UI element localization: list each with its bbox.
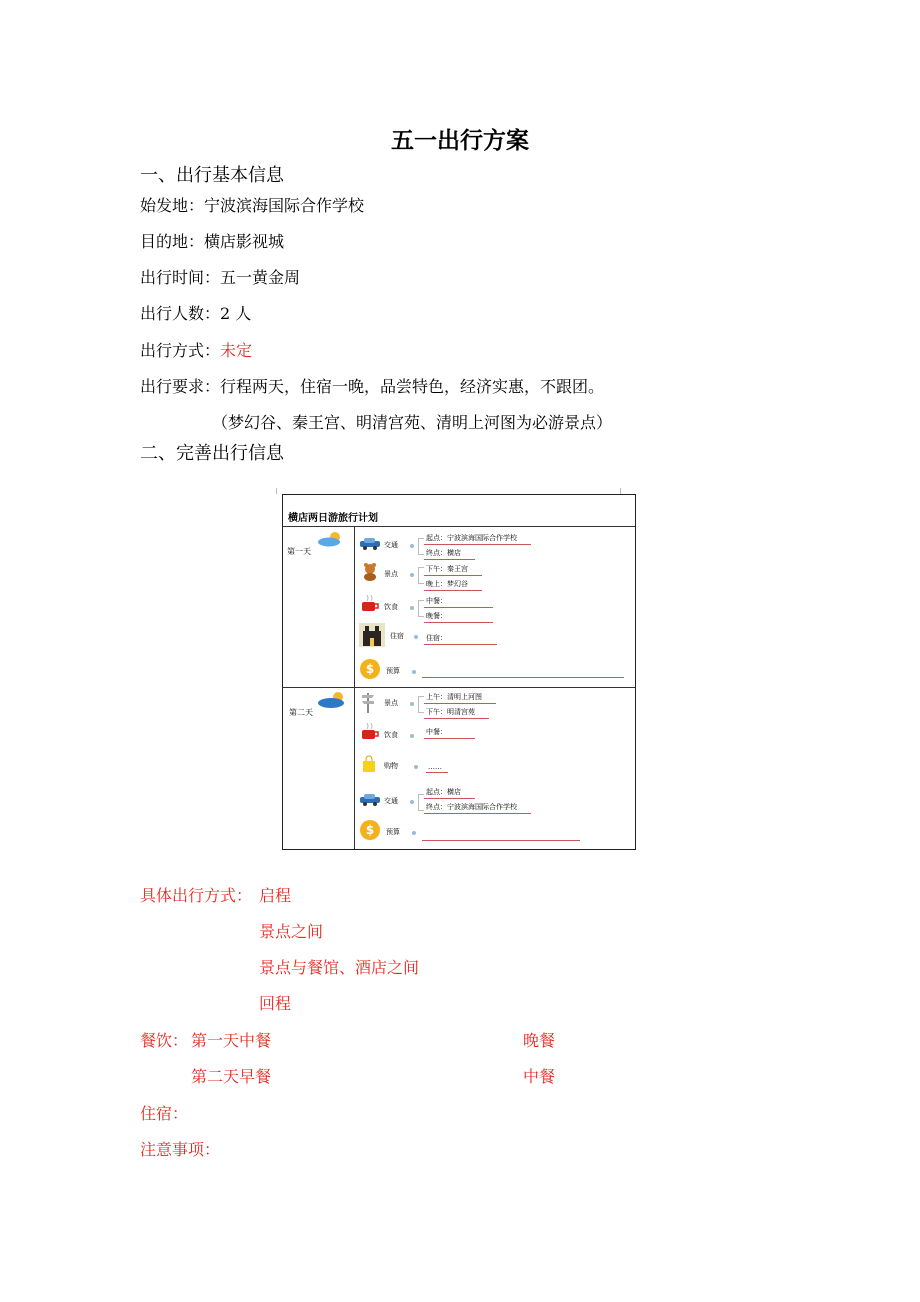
node-dot bbox=[410, 702, 414, 706]
mode-value: 未定 bbox=[220, 341, 253, 360]
node-dot bbox=[412, 831, 416, 835]
day2-transport-from: 起点：横店 bbox=[424, 787, 475, 799]
car-icon bbox=[359, 537, 381, 550]
cloud-sun-icon bbox=[317, 691, 347, 709]
node-dot bbox=[414, 635, 418, 639]
day2-lunch: 中餐： bbox=[424, 727, 475, 739]
detail-item-depart: 启程 bbox=[259, 886, 292, 905]
must-see-note: （梦幻谷、秦王宫、明清宫苑、清明上河图为必游景点） bbox=[212, 413, 613, 432]
people-line bbox=[140, 301, 251, 324]
node-dot bbox=[410, 573, 414, 577]
day1-stay: 住宿 bbox=[390, 632, 404, 640]
coffee-cup-icon bbox=[360, 721, 380, 741]
crop-mark bbox=[276, 488, 277, 494]
travel-plan-mindmap bbox=[282, 494, 636, 850]
day2-label: 第二天 bbox=[289, 708, 313, 717]
mode-label: 出行方式： bbox=[140, 341, 221, 360]
day1-label: 第一天 bbox=[287, 547, 311, 556]
day1-lunch: 中餐： bbox=[424, 596, 493, 608]
column-divider bbox=[354, 526, 355, 849]
day2-shopping-item: …… bbox=[426, 763, 448, 773]
notes-label: 注意事项： bbox=[140, 1140, 221, 1159]
node-dot bbox=[410, 544, 414, 548]
destination-label: 目的地： bbox=[140, 232, 205, 251]
coin-icon: $ bbox=[360, 820, 380, 840]
day2-budget: 预算 bbox=[386, 828, 400, 836]
time-line bbox=[140, 265, 300, 288]
coin-icon: $ bbox=[360, 659, 380, 679]
coffee-cup-icon bbox=[360, 593, 380, 613]
day2-food: 饮食 bbox=[384, 731, 398, 739]
day2-transport-to: 终点：宁波滨海国际合作学校 bbox=[424, 802, 531, 814]
detail-mode-label: 具体出行方式： bbox=[140, 886, 253, 905]
day1-transport-to: 终点：横店 bbox=[424, 548, 475, 560]
people-label: 出行人数： bbox=[140, 304, 221, 323]
day1-dinner-label: 晚餐 bbox=[523, 1031, 556, 1050]
detail-item-return: 回程 bbox=[259, 994, 292, 1013]
day1-sight-evening: 晚上：梦幻谷 bbox=[424, 579, 482, 591]
cloud-sun-icon bbox=[316, 531, 346, 547]
requirement-label: 出行要求： bbox=[140, 377, 221, 396]
day1-sights: 景点 bbox=[384, 570, 398, 578]
section-complete-info: 二、完善出行信息 bbox=[140, 443, 284, 464]
plan-title: 横店两日游旅行计划 bbox=[288, 513, 378, 524]
time-label: 出行时间： bbox=[140, 268, 221, 287]
day1-transport-from: 起点：宁波滨海国际合作学校 bbox=[424, 533, 531, 545]
destination-value: 横店影视城 bbox=[204, 232, 285, 251]
node-dot bbox=[412, 670, 416, 674]
node-dot bbox=[414, 765, 418, 769]
page-title: 五一出行方案 bbox=[391, 127, 529, 154]
shopping-bag-icon bbox=[362, 755, 376, 773]
castle-icon bbox=[359, 623, 385, 647]
origin-label: 始发地： bbox=[140, 196, 205, 215]
day2-breakfast-label: 第二天早餐 bbox=[191, 1067, 272, 1086]
day1-stay-item: 住宿： bbox=[424, 633, 497, 645]
section-basic-info: 一、出行基本信息 bbox=[140, 165, 284, 186]
day1-food: 饮食 bbox=[384, 603, 398, 611]
day1-lunch-label: 第一天中餐 bbox=[191, 1031, 272, 1050]
detail-item-sights-to-restaurant-hotel: 景点与餐馆、酒店之间 bbox=[259, 958, 420, 977]
day1-transport: 交通 bbox=[384, 541, 398, 549]
destination-line bbox=[140, 229, 284, 252]
time-value: 五一黄金周 bbox=[220, 268, 301, 287]
node-dot bbox=[410, 606, 414, 610]
day1-sight-afternoon: 下午：秦王宫 bbox=[424, 564, 482, 576]
day2-lunch-label: 中餐 bbox=[523, 1067, 556, 1086]
divider bbox=[283, 687, 635, 688]
meal-label: 餐饮： bbox=[140, 1031, 189, 1050]
day2-transport: 交通 bbox=[384, 797, 398, 805]
detail-item-between-sights: 景点之间 bbox=[259, 922, 324, 941]
mode-line bbox=[140, 338, 252, 361]
origin-value: 宁波滨海国际合作学校 bbox=[204, 196, 365, 215]
day2-shopping: 购物 bbox=[384, 762, 398, 770]
people-value: 2 人 bbox=[220, 304, 252, 323]
divider bbox=[283, 526, 635, 527]
node-dot bbox=[410, 800, 414, 804]
bear-icon bbox=[362, 563, 378, 581]
day2-sight-morning: 上午：清明上河图 bbox=[424, 692, 496, 704]
signpost-icon bbox=[360, 691, 376, 713]
lodging-label: 住宿： bbox=[140, 1104, 189, 1123]
day2-sights: 景点 bbox=[384, 699, 398, 707]
day1-dinner: 晚餐： bbox=[424, 611, 493, 623]
node-dot bbox=[410, 734, 414, 738]
day2-budget-line bbox=[422, 840, 580, 841]
day1-budget: 预算 bbox=[386, 667, 400, 675]
day2-sight-afternoon: 下午：明清宫苑 bbox=[424, 707, 489, 719]
origin-line bbox=[140, 193, 364, 216]
day1-budget-line bbox=[422, 677, 624, 678]
car-icon bbox=[359, 793, 381, 806]
requirement-value: 行程两天，住宿一晚，品尝特色，经济实惠，不跟团。 bbox=[220, 377, 605, 396]
requirement-line bbox=[140, 374, 604, 397]
